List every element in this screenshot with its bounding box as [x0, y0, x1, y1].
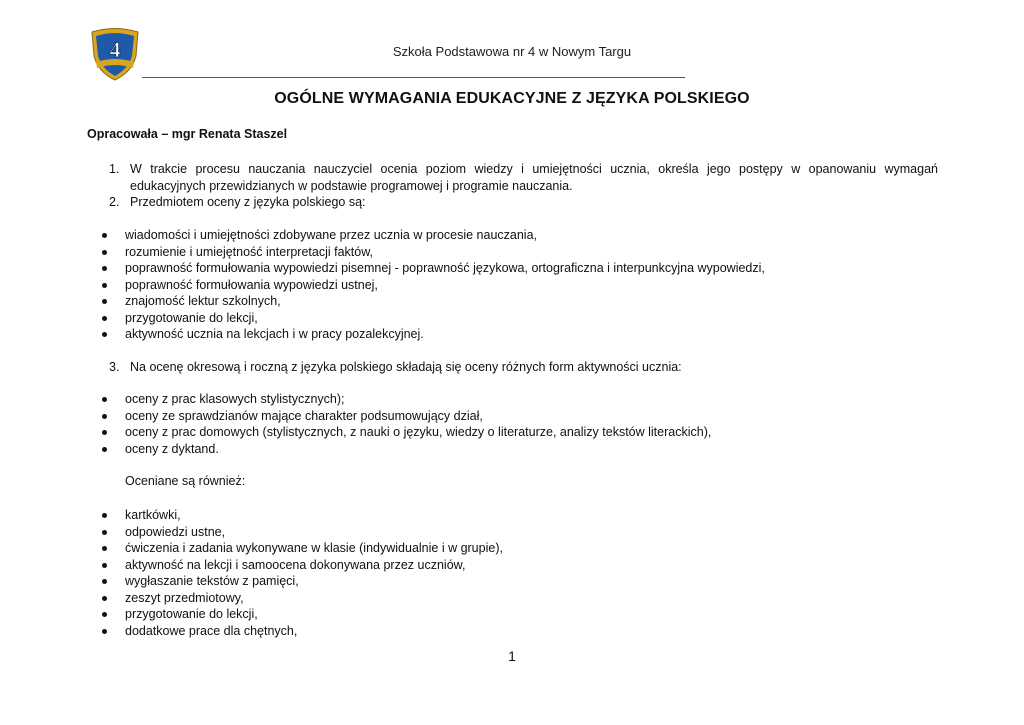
point-number-3: 3. — [109, 360, 120, 374]
list-item: oceny z prac domowych (stylistycznych, z nauki o języku, wiedzy o literaturze, analizy tekstów literackich), — [100, 424, 711, 441]
list-item: aktywność ucznia na lekcjach i w pracy pozalekcyjnej. — [100, 326, 765, 343]
bullet-icon — [102, 447, 107, 452]
also-assessed-heading: Oceniane są również: — [125, 474, 246, 488]
bullet-icon — [102, 629, 107, 634]
header-divider — [142, 77, 685, 78]
bullet-icon — [102, 563, 107, 568]
bullet-icon — [102, 233, 107, 238]
list-item: zeszyt przedmiotowy, — [100, 590, 503, 607]
list-item: rozumienie i umiejętność interpretacji faktów, — [100, 244, 765, 261]
bullet-icon — [102, 250, 107, 255]
bullet-icon — [102, 299, 107, 304]
list-item: wiadomości i umiejętności zdobywane przez ucznia w procesie nauczania, — [100, 227, 765, 244]
bullet-icon — [102, 579, 107, 584]
bullet-icon — [102, 513, 107, 518]
list-item: oceny z prac klasowych stylistycznych); — [100, 391, 711, 408]
bullet-icon — [102, 596, 107, 601]
also-assessed-list — [100, 507, 503, 639]
list-item: poprawność formułowania wypowiedzi ustnej, — [100, 277, 765, 294]
school-header — [0, 44, 1024, 59]
point-text-2: Przedmiotem oceny z języka polskiego są: — [130, 195, 366, 209]
bullet-icon — [102, 316, 107, 321]
bullet-icon — [102, 397, 107, 402]
school-name: Szkoła Podstawowa nr 4 w Nowym Targu — [392, 44, 632, 59]
point-text-1: W trakcie procesu nauczania nauczyciel ocenia poziom wiedzy i umiejętności ucznia, określa jego postępy w opanowaniu wymagań edukacyjnych przewidzianych w podstawie programowej i programie nauczania. — [130, 162, 938, 193]
point-number-2: 2. — [109, 195, 120, 209]
author-line: Opracowała – mgr Renata Staszel — [87, 127, 288, 141]
bullet-icon — [102, 612, 107, 617]
logo-number: 4 — [109, 37, 121, 62]
list-item: wygłaszanie tekstów z pamięci, — [100, 573, 503, 590]
bullet-icon — [102, 266, 107, 271]
list-item: oceny z dyktand. — [100, 441, 711, 458]
grade-components-list — [100, 391, 711, 457]
bullet-icon — [102, 283, 107, 288]
list-item: przygotowanie do lekcji, — [100, 606, 503, 623]
list-item: aktywność na lekcji i samoocena dokonywana przez uczniów, — [100, 557, 503, 574]
list-item: przygotowanie do lekcji, — [100, 310, 765, 327]
bullet-icon — [102, 332, 107, 337]
bullet-icon — [102, 546, 107, 551]
page-number: 1 — [508, 648, 516, 664]
list-item: poprawność formułowania wypowiedzi pisemnej - poprawność językowa, ortograficzna i interpunkcyjna wypowiedzi, — [100, 260, 765, 277]
list-item: kartkówki, — [100, 507, 503, 524]
assessment-subjects-list — [100, 227, 765, 343]
list-item: odpowiedzi ustne, — [100, 524, 503, 541]
bullet-icon — [102, 414, 107, 419]
list-item: oceny ze sprawdzianów mające charakter podsumowujący dział, — [100, 408, 711, 425]
document-title: OGÓLNE WYMAGANIA EDUKACYJNE Z JĘZYKA POLSKIEGO — [274, 90, 750, 107]
point-text-3: Na ocenę okresową i roczną z języka polskiego składają się oceny różnych form aktywności ucznia: — [130, 360, 682, 374]
list-item: dodatkowe prace dla chętnych, — [100, 623, 503, 640]
list-item: znajomość lektur szkolnych, — [100, 293, 765, 310]
bullet-icon — [102, 530, 107, 535]
bullet-icon — [102, 430, 107, 435]
list-item: ćwiczenia i zadania wykonywane w klasie (indywidualnie i w grupie), — [100, 540, 503, 557]
point-number-1: 1. — [109, 162, 120, 176]
